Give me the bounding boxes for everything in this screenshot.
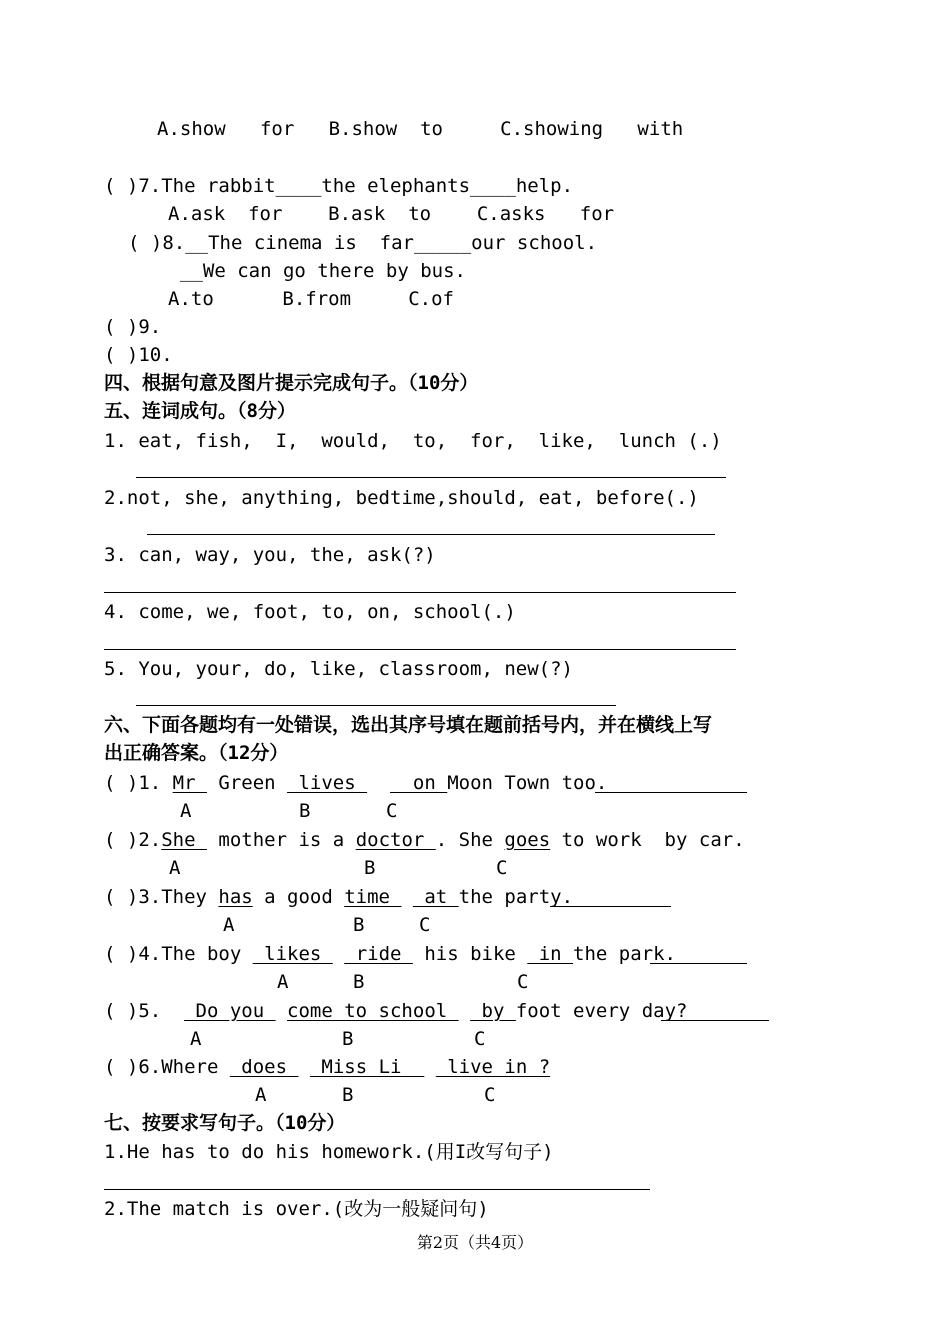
option-c: live in ? [435,1056,551,1078]
error-question-1: ( )1. Mr Green lives on Moon Town too. [104,772,608,794]
question-8-options: A.to B.from C.of [168,288,454,310]
option-b: lives [287,772,368,794]
letter-a: A [277,971,289,993]
error-question-4: ( )4.The boy likes ride his bike in the park. [104,943,676,965]
question-9: ( )9. [104,316,162,338]
answer-line[interactable] [104,649,736,650]
letter-b: B [342,1084,354,1106]
letter-c: C [484,1084,496,1106]
letter-a: A [223,914,235,936]
option-a: She [161,829,207,851]
answer-bracket[interactable]: ( ) [128,232,163,254]
answer-line[interactable] [550,906,671,907]
option-b: Miss Li [309,1056,425,1078]
question-8-reply: __We can go there by bus. [180,260,466,282]
answer-line[interactable] [136,477,726,478]
section-4-title: 四、根据句意及图片提示完成句子。（10分） [104,372,479,394]
option-a: has [218,886,253,908]
answer-line[interactable] [104,1189,650,1190]
section-5-item-4: 4. come, we, foot, to, on, school(.) [104,601,516,623]
section-5-title: 五、连词成句。（8分） [104,400,296,422]
section-5-item-2: 2.not, she, anything, bedtime,should, eat, before(.) [104,487,699,509]
letter-c: C [419,914,431,936]
answer-line[interactable] [136,705,616,706]
q6-options: A.show for B.show to C.showing with [157,118,684,140]
option-c: goes [504,829,551,851]
question-8-stem: 8.__The cinema is far_____our school. [162,232,598,254]
option-a: Mr [172,772,207,794]
letter-c: C [386,800,398,822]
option-b: ride [344,943,413,965]
section-7-title: 七、按要求写句子。（10分） [104,1112,346,1134]
option-b: come to school [287,1000,459,1022]
section-7-item-2: 2.The match is over.(改为一般疑问句) [104,1198,489,1220]
answer-line[interactable] [147,534,715,535]
letter-b: B [353,971,365,993]
option-a: Do you [184,1000,276,1022]
letter-b: B [299,800,311,822]
section-5-item-5: 5. You, your, do, like, classroom, new(?) [104,658,573,680]
option-c: on [390,772,448,794]
letter-c: C [517,971,529,993]
option-a: likes [252,943,333,965]
letter-c: C [496,857,508,879]
letter-a: A [255,1084,267,1106]
letter-b: B [364,857,376,879]
option-c: by [470,1000,516,1022]
section-5-item-1: 1. eat, fish, I, would, to, for, like, lunch (.) [104,430,722,452]
section-7-item-1: 1.He has to do his homework.(用I改写句子) [104,1141,554,1163]
section-6-title-line-2: 出正确答案。（12分） [104,742,289,764]
question-7 [104,174,573,198]
option-c: in [527,943,574,965]
letter-b: B [353,914,365,936]
letter-a: A [180,800,192,822]
section-6-title-line-1: 六、下面各题均有一处错误，选出其序号填在题前括号内，并在横线上写 [104,714,713,736]
section-5-item-3: 3. can, way, you, the, ask(?) [104,544,436,566]
option-b: doctor [355,829,436,851]
letter-c: C [474,1028,486,1050]
answer-line[interactable] [650,963,747,964]
question-7-options: A.ask for B.ask to C.asks for [168,203,615,225]
error-question-2: ( )2.She mother is a doctor . She goes to work by car. [104,829,745,851]
answer-line[interactable] [595,792,747,793]
answer-bracket[interactable]: ( ) [104,175,139,197]
error-question-3: ( )3.They has a good time at the party. [104,886,574,908]
option-c: at [412,886,459,908]
question-7-stem: 7.The rabbit____the elephants____help. [138,175,574,197]
option-b: time [344,886,402,908]
question-8 [128,231,597,255]
error-question-6: ( )6.Where does Miss Li live in ? [104,1056,551,1078]
letter-a: A [190,1028,202,1050]
question-10: ( )10. [104,344,173,366]
answer-line[interactable] [661,1020,769,1021]
error-question-5: ( )5. Do you come to school by foot every day? [104,1000,688,1022]
page-footer: 第2页（共4页） [416,1233,534,1252]
letter-a: A [169,857,181,879]
option-a: does [229,1056,299,1078]
answer-line[interactable] [104,592,736,593]
letter-b: B [342,1028,354,1050]
